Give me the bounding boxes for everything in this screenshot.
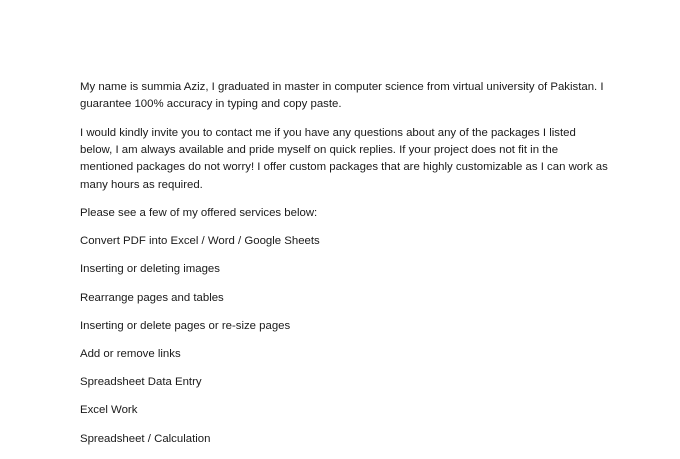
service-item-convert-pdf: Convert PDF into Excel / Word / Google Sheets — [80, 235, 320, 248]
invite-line: I would kindly invite you to contact me if you have any questions about any of the packages I listed — [80, 126, 576, 139]
intro-line: guarantee 100% accuracy in typing and copy paste. — [80, 98, 342, 111]
intro-line: My name is summia Aziz, I graduated in master in computer science from virtual university of Pakistan. I — [80, 81, 604, 93]
document-body — [80, 79, 608, 459]
service-item-images: Inserting or deleting images — [80, 263, 220, 276]
invite-line: many hours as required. — [80, 178, 203, 191]
service-item-excel: Excel Work — [80, 404, 138, 417]
invite-paragraph — [80, 125, 608, 195]
invite-line: below, I am always available and pride myself on quick replies. If your project does not fit in the — [80, 144, 559, 157]
services-heading: Please see a few of my offered services below: — [80, 207, 318, 220]
service-item-pages: Inserting or delete pages or re-size pages — [80, 319, 291, 332]
service-item-rearrange: Rearrange pages and tables — [80, 291, 224, 304]
intro-paragraph — [80, 79, 605, 114]
service-item-calculation: Spreadsheet / Calculation — [80, 432, 211, 445]
service-item-data-entry: Spreadsheet Data Entry — [80, 376, 202, 389]
invite-line: mentioned packages do not worry! I offer custom packages that are highly customizable as I can work as — [80, 161, 608, 174]
service-item-links: Add or remove links — [80, 348, 181, 361]
